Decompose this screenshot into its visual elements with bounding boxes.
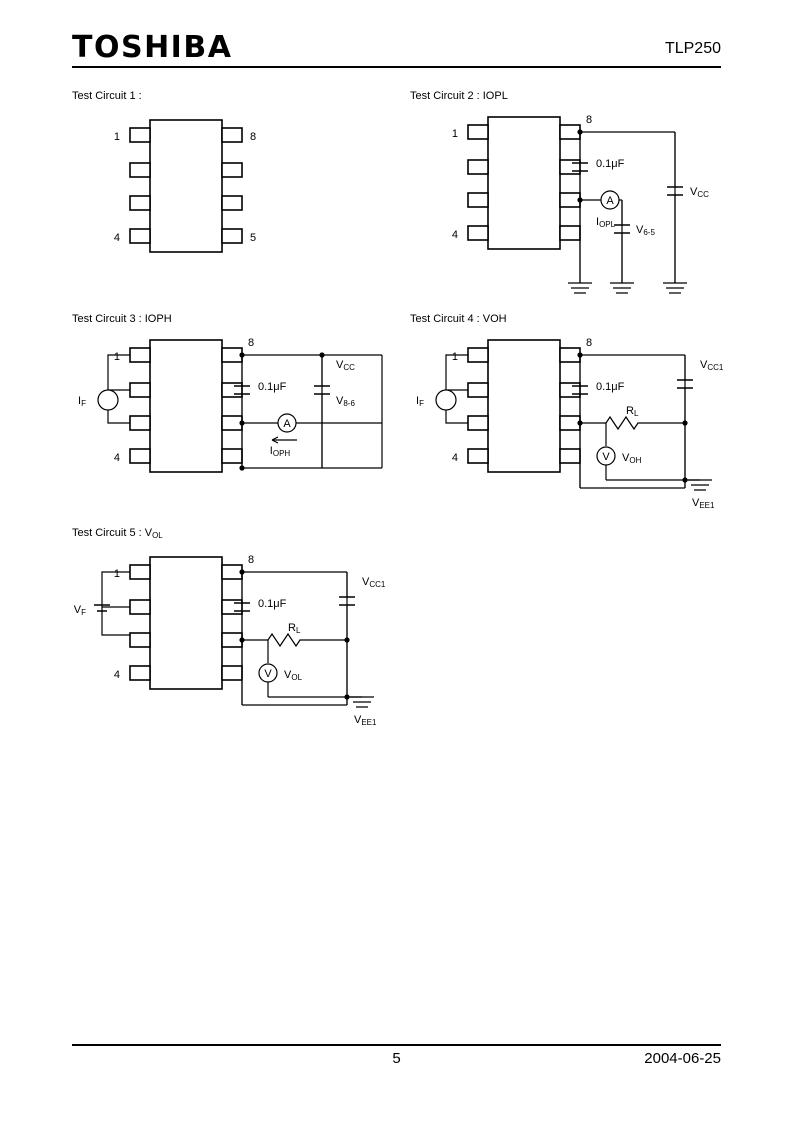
vee1-label: VEE1 (692, 497, 715, 510)
pin-label-1: 1 (451, 128, 458, 140)
ammeter-icon: A (283, 418, 291, 430)
if-label: IF (78, 395, 86, 408)
pin-label-1: 1 (113, 131, 120, 143)
test-circuit-2-figure (410, 105, 730, 305)
vol-label: VOL (284, 669, 303, 682)
rl-label: RL (288, 622, 301, 635)
test-circuit-3-figure (72, 328, 412, 488)
pin-label-8: 8 (586, 337, 593, 349)
header-divider (72, 66, 721, 68)
footer-divider (72, 1044, 721, 1046)
test-circuit-1-figure (72, 108, 402, 288)
vee1-label: VEE1 (354, 714, 377, 727)
pin-label-8: 8 (248, 554, 255, 566)
vcc-label: VCC (336, 359, 355, 372)
pin-label-1: 1 (113, 568, 120, 580)
cap-label: 0.1μF (596, 158, 625, 170)
vf-label: VF (73, 604, 86, 617)
pin-label-4: 4 (113, 232, 120, 244)
pin-label-8: 8 (248, 337, 255, 349)
test-circuit-2-caption: Test Circuit 2 : IOPL (410, 90, 508, 102)
pin-label-8: 8 (250, 131, 257, 143)
ioph-label: IOPH (269, 445, 291, 458)
caption-text: Test Circuit 5 : V (72, 527, 153, 539)
pin-label-4: 4 (451, 229, 458, 241)
v86-label: V8-6 (336, 395, 355, 408)
cap-label: 0.1μF (258, 381, 287, 393)
pin-label-1: 1 (113, 351, 120, 363)
vcc-label: VCC (690, 186, 709, 199)
document-date: 2004-06-25 (644, 1050, 721, 1067)
test-circuit-1-caption: Test Circuit 1 : (72, 90, 142, 102)
ammeter-icon: A (606, 195, 614, 207)
pin-label-5: 5 (250, 232, 257, 244)
caption-subscript: OL (152, 531, 163, 541)
cap-label: 0.1μF (596, 381, 625, 393)
test-circuit-4-figure (410, 328, 750, 518)
current-label: IOPL (596, 216, 616, 229)
pin-label-1: 1 (451, 351, 458, 363)
test-circuit-4-caption: Test Circuit 4 : VOH (410, 313, 507, 325)
test-circuit-5-figure (72, 545, 412, 735)
toshiba-logo: TOSHIBA (72, 30, 233, 65)
pin-label-4: 4 (451, 452, 458, 464)
vcc1-label: VCC1 (362, 576, 386, 589)
voh-label: VOH (622, 452, 642, 465)
voltage-label: V6-5 (636, 224, 655, 237)
pin-label-4: 4 (113, 669, 120, 681)
vcc1-label: VCC1 (700, 359, 724, 372)
test-circuit-3-caption: Test Circuit 3 : IOPH (72, 313, 172, 325)
page-number: 5 (392, 1050, 401, 1067)
test-circuit-5-caption (72, 527, 163, 540)
if-label: IF (416, 395, 424, 408)
pin-label-4: 4 (113, 452, 120, 464)
part-number: TLP250 (664, 40, 721, 57)
cap-label: 0.1μF (258, 598, 287, 610)
pin-label-8: 8 (586, 114, 593, 126)
voltmeter-icon: V (264, 668, 272, 680)
rl-label: RL (626, 405, 639, 418)
voltmeter-icon: V (602, 451, 610, 463)
